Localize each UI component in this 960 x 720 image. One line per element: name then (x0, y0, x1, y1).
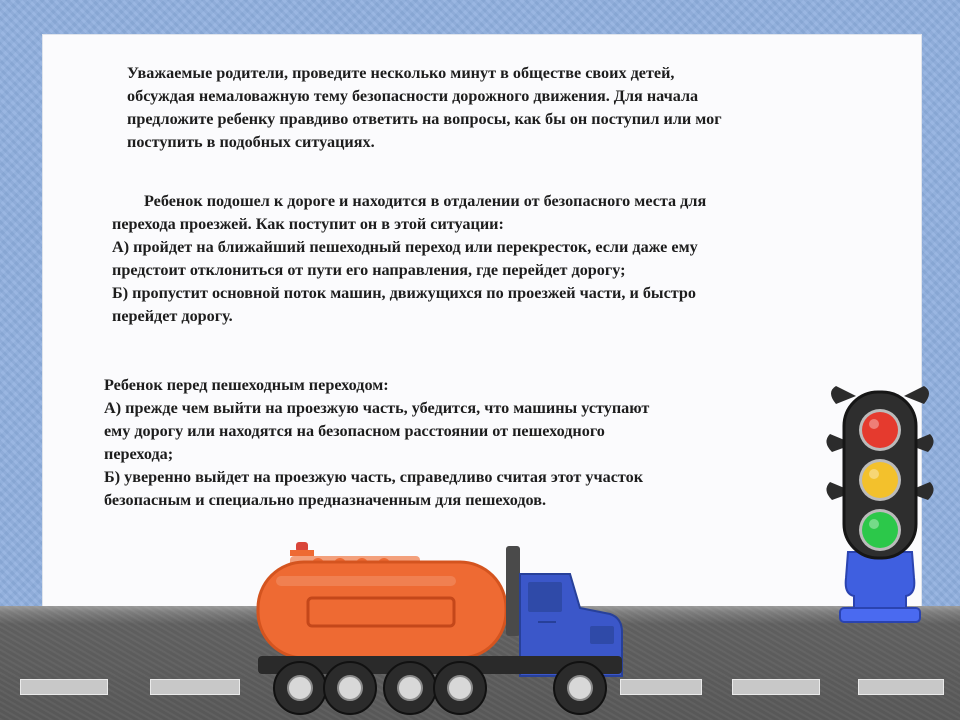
intro-line: Уважаемые родители, проведите несколько минут в обществе своих детей, (127, 64, 675, 82)
road-marking (150, 679, 240, 695)
question-2-option-a: перехода; (104, 445, 174, 463)
intro-line: обсуждая немаловажную тему безопасности дорожного движения. Для начала (127, 87, 699, 105)
road-marking (20, 679, 108, 695)
intro-line: предложите ребенку правдиво ответить на вопросы, как бы он поступил или мог (127, 110, 722, 128)
question-1-option-a: А) пройдет на ближайший пешеходный переход или перекресток, если даже ему (112, 238, 698, 256)
question-2-option-b: безопасным и специально предназначенным для пешеходов. (104, 491, 547, 509)
tanker-truck-icon (250, 536, 630, 720)
road-marking (858, 679, 944, 695)
question-2-paragraph (104, 374, 784, 512)
question-1-line: Ребенок подошел к дороге и находится в отдалении от безопасного места для (144, 192, 707, 210)
intro-paragraph (127, 62, 827, 154)
question-1-option-b: Б) пропустит основной поток машин, движущихся по проезжей части, и быстро (112, 284, 696, 302)
road-marking (620, 679, 702, 695)
question-1-option-b: перейдет дорогу. (112, 307, 233, 325)
question-1-option-a: предстоит отклониться от пути его направления, где перейдет дорогу; (112, 261, 626, 279)
road-marking (732, 679, 820, 695)
question-1-line: перехода проезжей. Как поступит он в этой ситуации: (112, 215, 504, 233)
question-2-option-a: А) прежде чем выйти на проезжую часть, убедится, что машины уступают (104, 399, 650, 417)
question-2-option-b: Б) уверенно выйдет на проезжую часть, справедливо считая этот участок (104, 468, 644, 486)
question-2-line: Ребенок перед пешеходным переходом: (104, 376, 389, 394)
question-2-option-a: ему дорогу или находятся на безопасном расстоянии от пешеходного (104, 422, 605, 440)
intro-line: поступить в подобных ситуациях. (127, 133, 375, 151)
question-1-paragraph (112, 190, 812, 328)
traffic-light-icon (822, 382, 938, 628)
